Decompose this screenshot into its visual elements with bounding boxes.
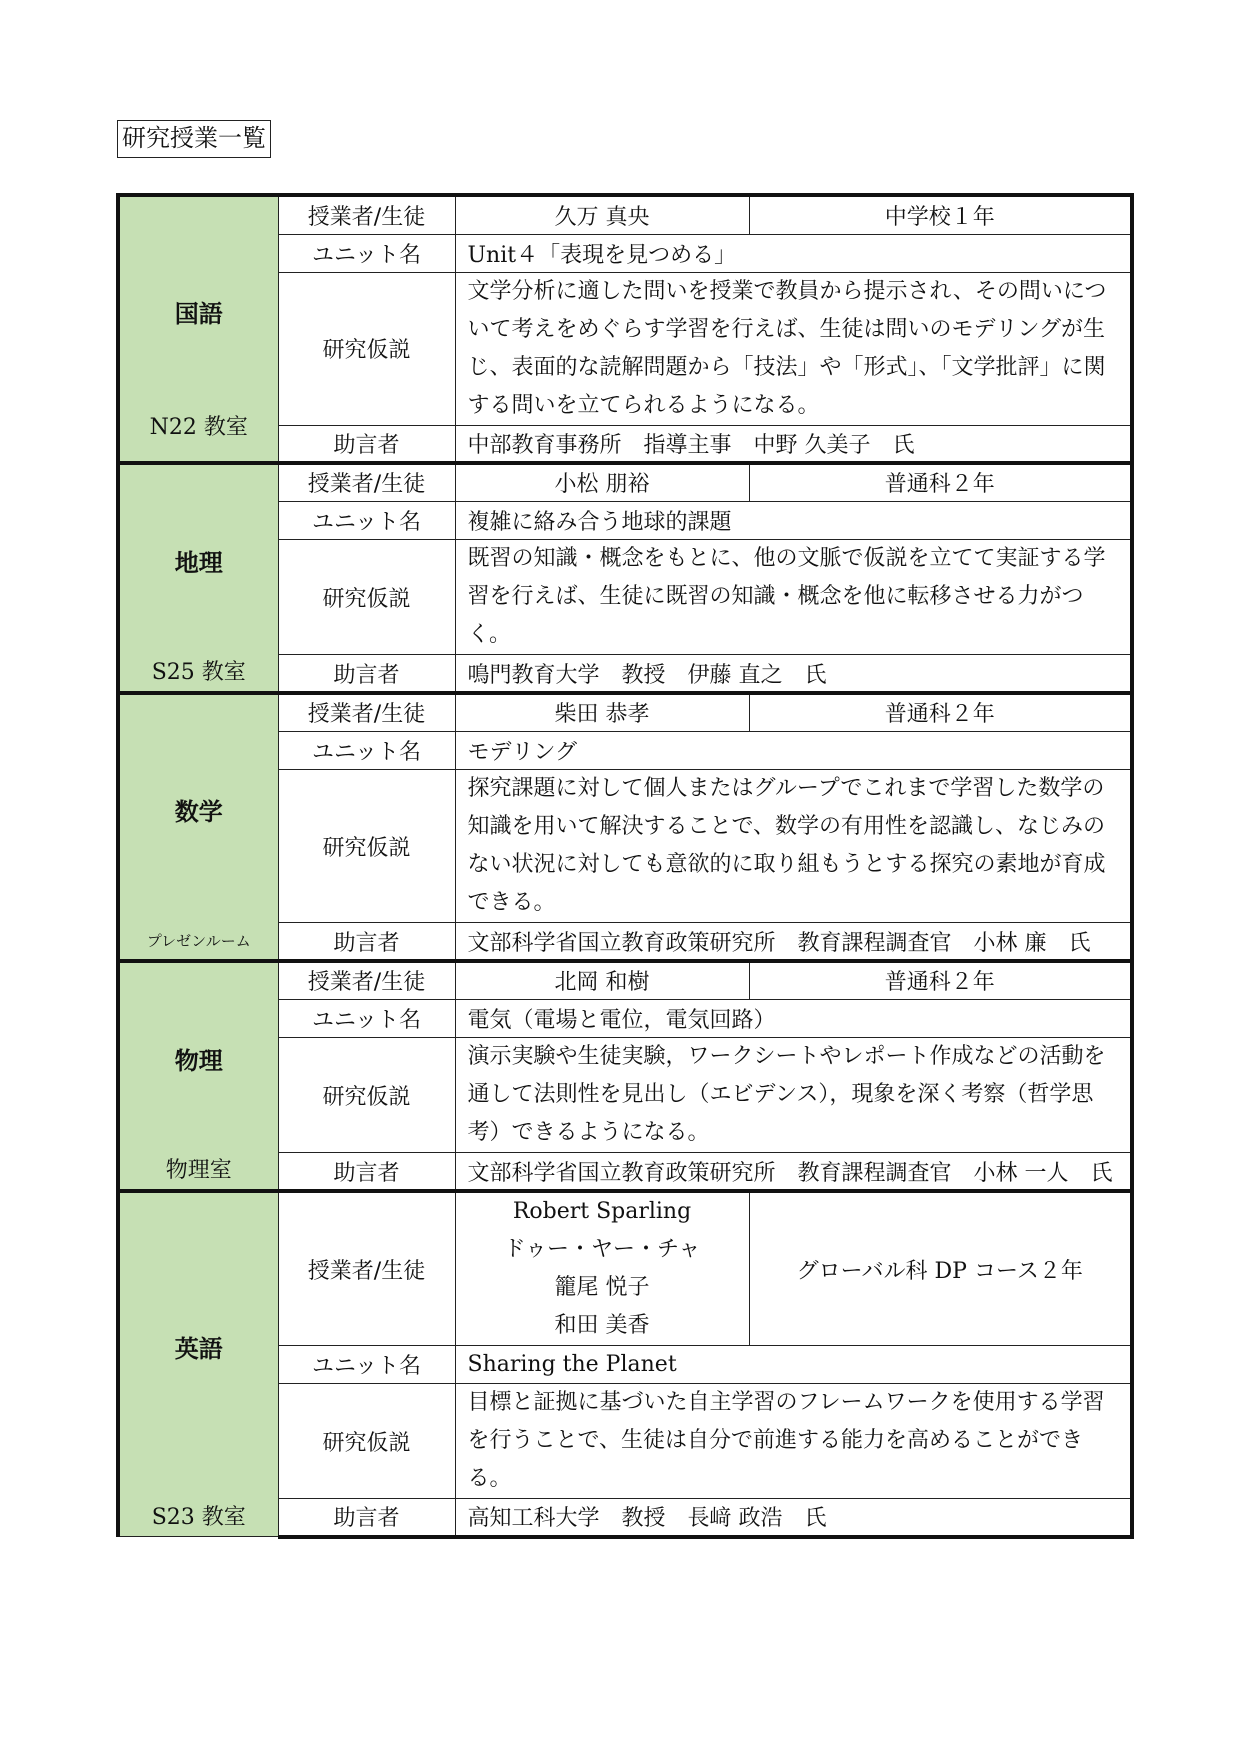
- teacher-name: 柴田 恭孝: [455, 693, 749, 731]
- hypothesis-text: 既習の知識・概念をもとに、他の文脈で仮説を立てて実証する学習を行えば、生徒に既習の知識・概念を他に転移させる力がつく。: [455, 539, 1132, 655]
- teacher-label: 授業者/生徒: [278, 463, 455, 501]
- subject-cell: [118, 961, 278, 1191]
- grade: 普通科２年: [749, 961, 1132, 999]
- teacher-label: 授業者/生徒: [278, 693, 455, 731]
- hypothesis-text: 演示実験や生徒実験，ワークシートやレポート作成などの活動を通して法則性を見出し（エビデンス），現象を深く考察（哲学思考）できるようになる。: [455, 1037, 1132, 1153]
- teacher-name: 久万 真央: [455, 195, 749, 234]
- grade: グローバル科 DP コース２年: [749, 1191, 1132, 1346]
- subject-name: 物理: [174, 1046, 223, 1075]
- unit-name: 複雑に絡み合う地球的課題: [455, 501, 1132, 539]
- teacher-name: 北岡 和樹: [455, 961, 749, 999]
- hypothesis-text: 文学分析に適した問いを授業で教員から提示され、その問いについて考えをめぐらす学習を行えば、生徒は問いのモデリングが生じ、表面的な読解問題から「技法」や「形式」、「文学批評」に関する問いを立てられるようになる。: [455, 272, 1132, 425]
- room-name: プレゼンルーム: [146, 932, 251, 950]
- advisor-label: 助言者: [278, 1153, 455, 1191]
- hypothesis-label: 研究仮説: [278, 1037, 455, 1153]
- table-row: [118, 195, 1132, 234]
- room-name: N22 教室: [149, 414, 248, 440]
- teacher-label: 授業者/生徒: [278, 961, 455, 999]
- unit-name: Sharing the Planet: [455, 1346, 1132, 1384]
- room-name: S23 教室: [151, 1504, 246, 1530]
- room-name: 物理室: [165, 1158, 232, 1183]
- subject-cell: [118, 693, 278, 961]
- subject-name: 地理: [174, 548, 223, 577]
- grade: 中学校１年: [749, 195, 1132, 234]
- page-title: 研究授業一覧: [117, 120, 271, 158]
- teacher-name: 籠尾 悦子: [554, 1275, 650, 1300]
- table-row: [118, 693, 1132, 731]
- subject-name: 英語: [174, 1335, 223, 1363]
- advisor-label: 助言者: [278, 923, 455, 961]
- advisor-name: 鳴門教育大学 教授 伊藤 直之 氏: [455, 655, 1132, 693]
- teacher-name: 和田 美香: [554, 1313, 650, 1338]
- advisor-name: 高知工科大学 教授 長﨑 政浩 氏: [455, 1499, 1132, 1537]
- room-name: S25 教室: [151, 660, 246, 685]
- research-lesson-table: [116, 193, 1134, 1539]
- subject-name: 国語: [174, 299, 223, 328]
- hypothesis-label: 研究仮説: [278, 272, 455, 425]
- table-row: [118, 463, 1132, 501]
- grade: 普通科２年: [749, 693, 1132, 731]
- advisor-label: 助言者: [278, 425, 455, 463]
- unit-name: モデリング: [455, 731, 1132, 769]
- subject-name: 数学: [174, 797, 223, 826]
- unit-label: ユニット名: [278, 234, 455, 272]
- hypothesis-label: 研究仮説: [278, 539, 455, 655]
- grade: 普通科２年: [749, 463, 1132, 501]
- subject-cell: [118, 1191, 278, 1537]
- unit-label: ユニット名: [278, 731, 455, 769]
- teacher-label: 授業者/生徒: [278, 195, 455, 234]
- unit-label: ユニット名: [278, 1346, 455, 1384]
- teacher-name: 小松 朋裕: [455, 463, 749, 501]
- table-row: [118, 961, 1132, 999]
- advisor-name: 文部科学省国立教育政策研究所 教育課程調査官 小林 廉 氏: [455, 923, 1132, 961]
- hypothesis-text: 目標と証拠に基づいた自主学習のフレームワークを使用する学習を行うことで、生徒は自分で前進する能力を高めることができる。: [455, 1384, 1132, 1499]
- hypothesis-label: 研究仮説: [278, 769, 455, 923]
- advisor-label: 助言者: [278, 1499, 455, 1537]
- unit-name: 電気（電場と電位，電気回路）: [455, 999, 1132, 1037]
- table-row: [118, 1191, 1132, 1346]
- advisor-name: 中部教育事務所 指導主事 中野 久美子 氏: [455, 425, 1132, 463]
- advisor-label: 助言者: [278, 655, 455, 693]
- unit-label: ユニット名: [278, 501, 455, 539]
- unit-name: Unit４「表現を見つめる」: [455, 234, 1132, 272]
- subject-cell: [118, 463, 278, 693]
- teacher-name: ドゥー・ヤー・チャ: [503, 1237, 701, 1262]
- teacher-label: 授業者/生徒: [278, 1191, 455, 1346]
- unit-label: ユニット名: [278, 999, 455, 1037]
- teacher-name: Robert Sparling: [512, 1199, 692, 1224]
- hypothesis-text: 探究課題に対して個人またはグループでこれまで学習した数学の知識を用いて解決することで、数学の有用性を認識し、なじみのない状況に対しても意欲的に取り組もうとする探究の素地が育成できる。: [455, 769, 1132, 923]
- teacher-names: [455, 1191, 749, 1346]
- subject-cell: [118, 195, 278, 463]
- hypothesis-label: 研究仮説: [278, 1384, 455, 1499]
- advisor-name: 文部科学省国立教育政策研究所 教育課程調査官 小林 一人 氏: [455, 1153, 1132, 1191]
